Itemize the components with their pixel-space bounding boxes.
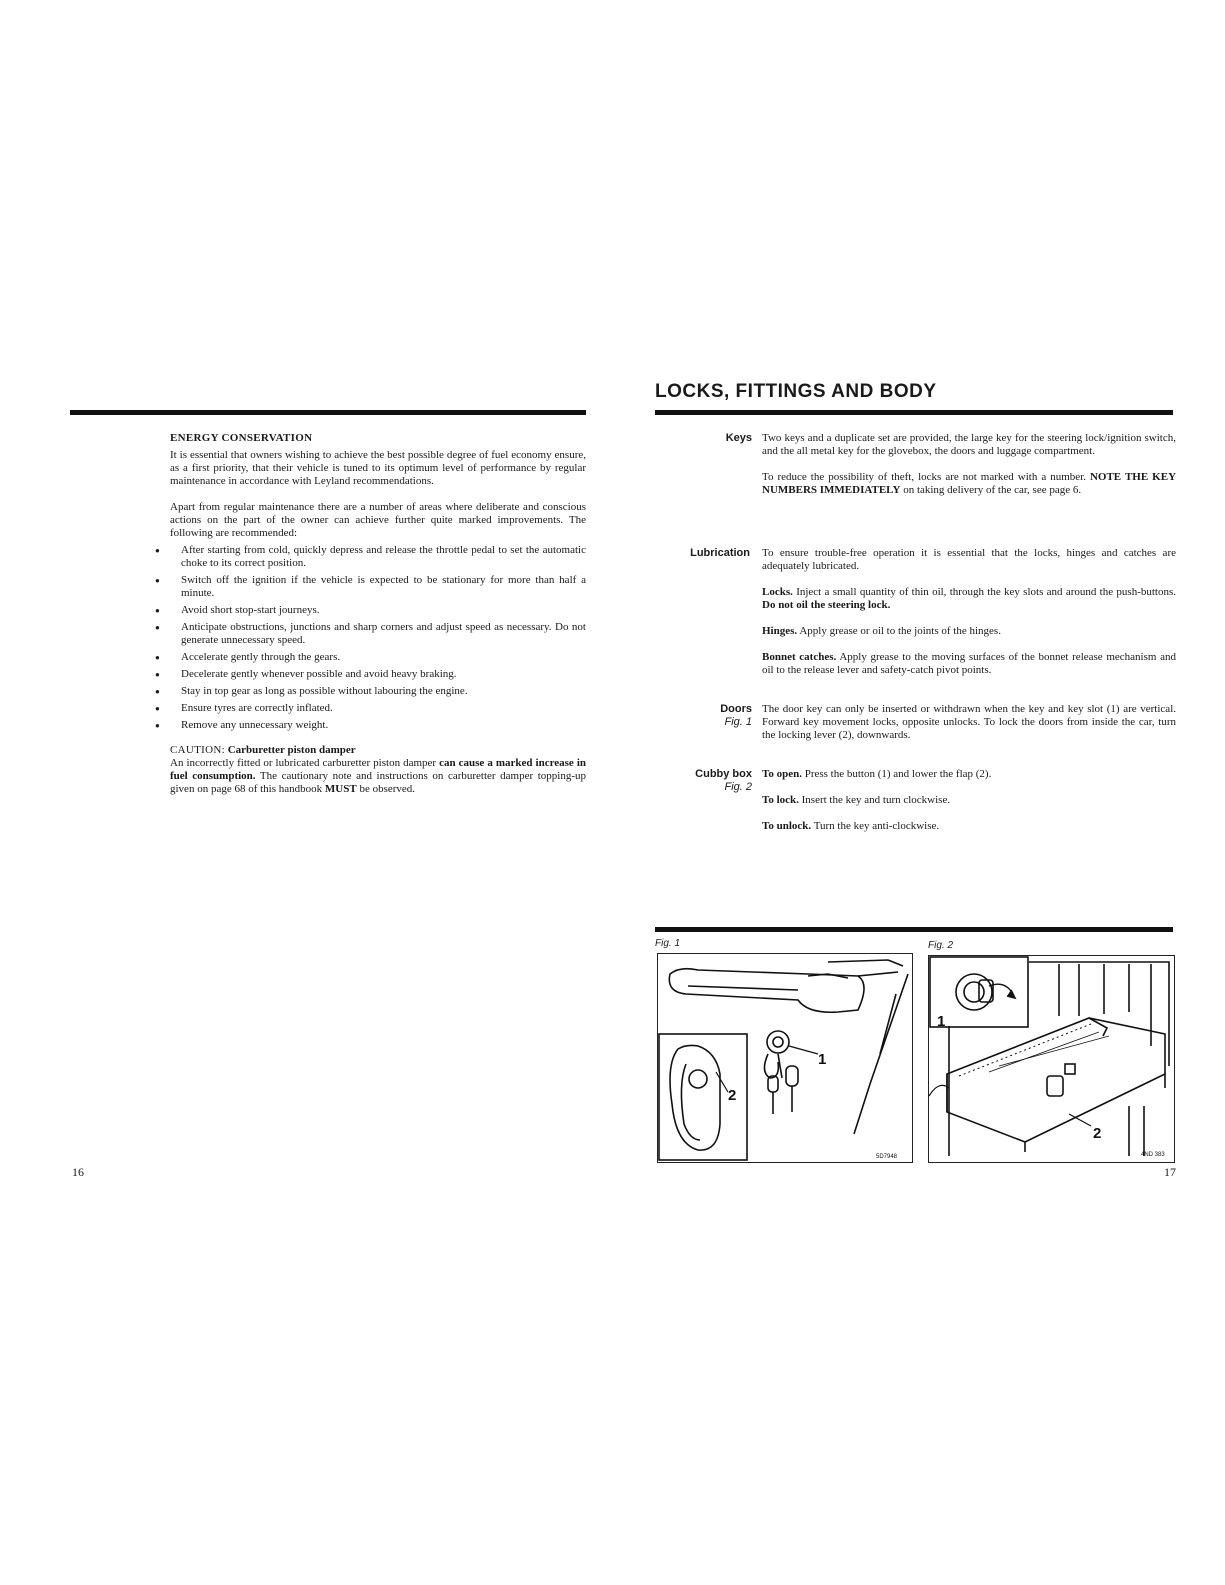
locks-label: Locks. xyxy=(762,586,793,598)
locks-text: Inject a small quantity of thin oil, through the key slots and around the push-buttons. xyxy=(796,586,1177,598)
cubby-label xyxy=(632,768,752,794)
lubrication-label: Lubrication xyxy=(690,547,750,559)
lubrication-hinges xyxy=(762,625,1176,638)
intro-paragraph: It is essential that owners wishing to achieve the best possible degree of fuel economy ensure, as a first priority, that their vehicle is tuned to its optimum level of performance by regular maintenance in accordance with Leyland recommendations. xyxy=(170,449,586,487)
cubby-open xyxy=(762,768,1176,781)
cubby-unlock xyxy=(762,820,1176,833)
section-heading: ENERGY CONSERVATION xyxy=(170,432,313,444)
locks-emphasis: Do not oil the steering lock. xyxy=(762,599,891,611)
lubrication-locks xyxy=(762,586,1176,612)
bonnet-label: Bonnet catches. xyxy=(762,651,837,663)
right-top-rule xyxy=(655,410,1173,415)
keys-paragraph-1: Two keys and a duplicate set are provided, the large key for the steering lock/ignition switch, and the all metal key for the glovebox, the doors and luggage compartment. xyxy=(762,432,1176,457)
fig2-illustration xyxy=(928,955,1175,1163)
caution-text-part: be observed. xyxy=(359,783,416,795)
lubrication-section xyxy=(762,547,1176,677)
fig2-code: 4ND 383 xyxy=(1141,1152,1165,1158)
open-text: Press the button (1) and lower the flap (2). xyxy=(804,768,992,780)
hinges-text: Apply grease or oil to the joints of the hinges. xyxy=(799,625,1001,637)
caution-emphasis: can cause a marked increase in fuel consumption. xyxy=(170,757,587,782)
left-top-rule xyxy=(70,410,586,415)
open-label: To open. xyxy=(762,768,802,780)
keys-section xyxy=(762,432,1176,497)
keys-text: on taking delivery of the car, see page 6. xyxy=(903,484,1082,496)
list-item: ● Decelerate gently whenever possible and avoid heavy braking. xyxy=(170,668,586,681)
fig2-callout-1: 1 xyxy=(937,1013,946,1030)
recommendations-list xyxy=(170,544,586,732)
doors-fig-ref: Fig. 1 xyxy=(724,716,752,728)
unlock-text: Turn the key anti-clockwise. xyxy=(813,820,940,832)
fig1-callout-2: 2 xyxy=(728,1087,737,1104)
doors-label xyxy=(632,703,752,729)
unlock-label: To unlock. xyxy=(762,820,812,832)
fig1-callout-1: 1 xyxy=(818,1051,827,1068)
lubrication-intro: To ensure trouble-free operation it is essential that the locks, hinges and catches are adequately lubricated. xyxy=(762,547,1176,572)
caution-text xyxy=(170,757,586,796)
doors-title: Doors xyxy=(720,703,752,715)
fig2-callout-2: 2 xyxy=(1093,1125,1102,1142)
page-title: LOCKS, FITTINGS AND BODY xyxy=(655,381,937,402)
keys-label: Keys xyxy=(725,432,752,444)
fig1-caption: Fig. 1 xyxy=(655,938,681,949)
keys-emphasis: NOTE THE KEY NUMBERS IMMEDIATELY xyxy=(762,471,1177,496)
cubby-title: Cubby box xyxy=(695,768,752,780)
right-page-number: 17 xyxy=(1164,1165,1176,1179)
caution-text-part: An incorrectly fitted or lubricated carburetter piston damper xyxy=(170,757,437,769)
list-item: ● Anticipate obstructions, junctions and sharp corners and adjust speed as necessary. Do not generate unnecessary speed. xyxy=(170,621,586,647)
caution-heading xyxy=(170,744,586,757)
list-item: ● Remove any unnecessary weight. xyxy=(170,719,586,732)
cubby-section xyxy=(762,768,1176,833)
keys-text: To reduce the possibility of theft, locks are not marked with a number. xyxy=(762,471,1086,483)
bonnet-text: Apply grease to the moving surfaces of the bonnet release mechanism and oil to the release lever and safety-catch pivot points. xyxy=(762,651,1176,676)
list-item: ● Stay in top gear as long as possible without labouring the engine. xyxy=(170,685,586,698)
list-item: ● Accelerate gently through the gears. xyxy=(170,651,586,664)
caution-title: Carburetter piston damper xyxy=(227,744,356,756)
recommendations-paragraph: Apart from regular maintenance there are a number of areas where deliberate and conscious actions on the part of the owner can achieve further quite marked improvements. The following are recommended: xyxy=(170,501,586,539)
lock-text: Insert the key and turn clockwise. xyxy=(801,794,951,806)
energy-conservation-section xyxy=(170,432,586,796)
cubby-lock xyxy=(762,794,1176,807)
list-item: ● Switch off the ignition if the vehicle is expected to be stationary for more than half a minute. xyxy=(170,574,586,600)
lubrication-bonnet xyxy=(762,651,1176,677)
fig1-illustration xyxy=(657,953,913,1163)
fig1-code: 5D7948 xyxy=(876,1154,898,1160)
doors-text: The door key can only be inserted or withdrawn when the key and key slot (1) are vertical. Forward key movement locks, opposite unlocks. To lock the doors from inside the car, turn the locking lever (2), downwards. xyxy=(762,703,1176,741)
fig2-caption: Fig. 2 xyxy=(928,940,954,951)
cubby-box-drawing xyxy=(929,956,1174,1162)
figures-rule xyxy=(655,927,1173,932)
list-item: ● Avoid short stop-start journeys. xyxy=(170,604,586,617)
hinges-label: Hinges. xyxy=(762,625,798,637)
list-item: ● Ensure tyres are correctly inflated. xyxy=(170,702,586,715)
lock-label: To lock. xyxy=(762,794,799,806)
caution-label: CAUTION: xyxy=(170,744,225,756)
door-handle-drawing xyxy=(658,954,912,1162)
doors-section xyxy=(762,703,1176,742)
keys-paragraph-2 xyxy=(762,471,1176,497)
left-page-number: 16 xyxy=(72,1165,84,1179)
cubby-fig-ref: Fig. 2 xyxy=(724,781,752,793)
caution-text-part: The cautionary note and instructions on carburetter damper topping-up given on page 68 of this handbook xyxy=(170,770,586,795)
list-item: ● After starting from cold, quickly depress and release the throttle pedal to set the automatic choke to its correct position. xyxy=(170,544,586,570)
caution-emphasis: MUST xyxy=(324,783,357,795)
